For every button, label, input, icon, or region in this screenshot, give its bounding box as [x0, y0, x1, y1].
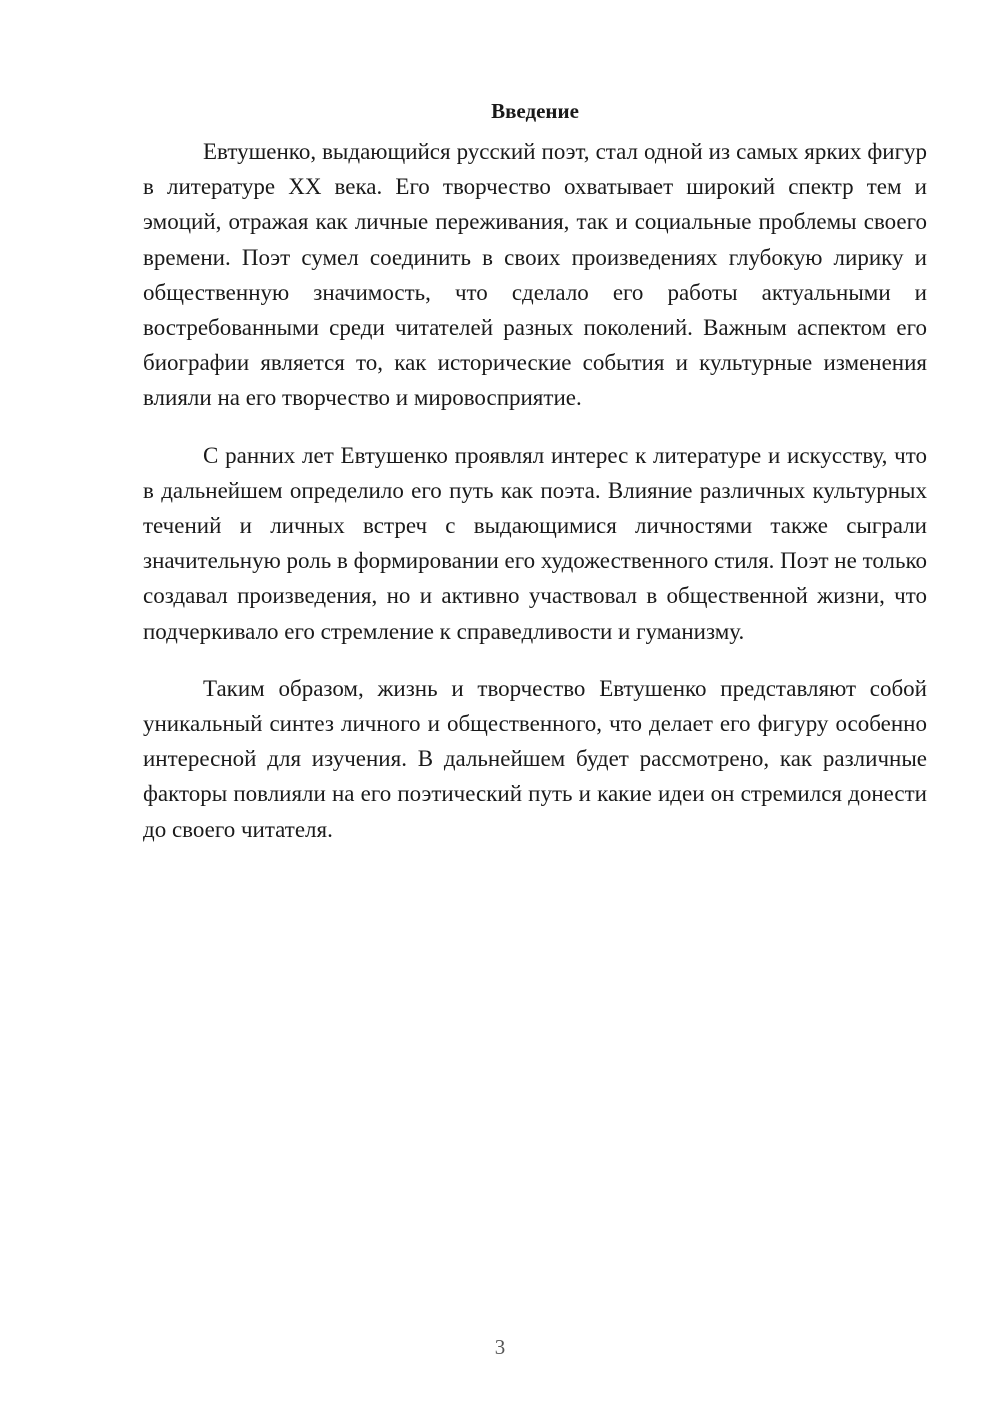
page-content — [143, 96, 927, 869]
section-heading: Введение — [491, 99, 579, 123]
paragraph-1: Евтушенко, выдающийся русский поэт, стал одной из самых ярких фигур в литературе XX века. Его творчество охватывает широкий спектр тем и эмоций, отражая как личные переживания, так и социальные проблемы своего времени. Поэт сумел соединить в своих произведениях глубокую лирику и общественную значимость, что сделало его работы актуальными и востребованными среди читателей разных поколений. Важным аспектом его биографии является то, как исторические события и культурные изменения влияли на его творчество и мировосприятие. — [143, 139, 927, 411]
page-number: 3 — [494, 1335, 506, 1359]
paragraph-3: Таким образом, жизнь и творчество Евтушенко представляют собой уникальный синтез личного и общественного, что делает его фигуру особенно интересной для изучения. В дальнейшем будет рассмотрено, как различные факторы повлияли на его поэтический путь и какие идеи он стремился донести до своего читателя. — [143, 675, 927, 842]
paragraph-2: С ранних лет Евтушенко проявлял интерес к литературе и искусству, что в дальнейшем определило его путь как поэта. Влияние различных культурных течений и личных встреч с выдающимися личностями также сыграли значительную роль в формировании его художественного стиля. Поэт не только создавал произведения, но и активно участвовал в общественной жизни, что подчеркивало его стремление к справедливости и гуманизму. — [143, 442, 927, 644]
